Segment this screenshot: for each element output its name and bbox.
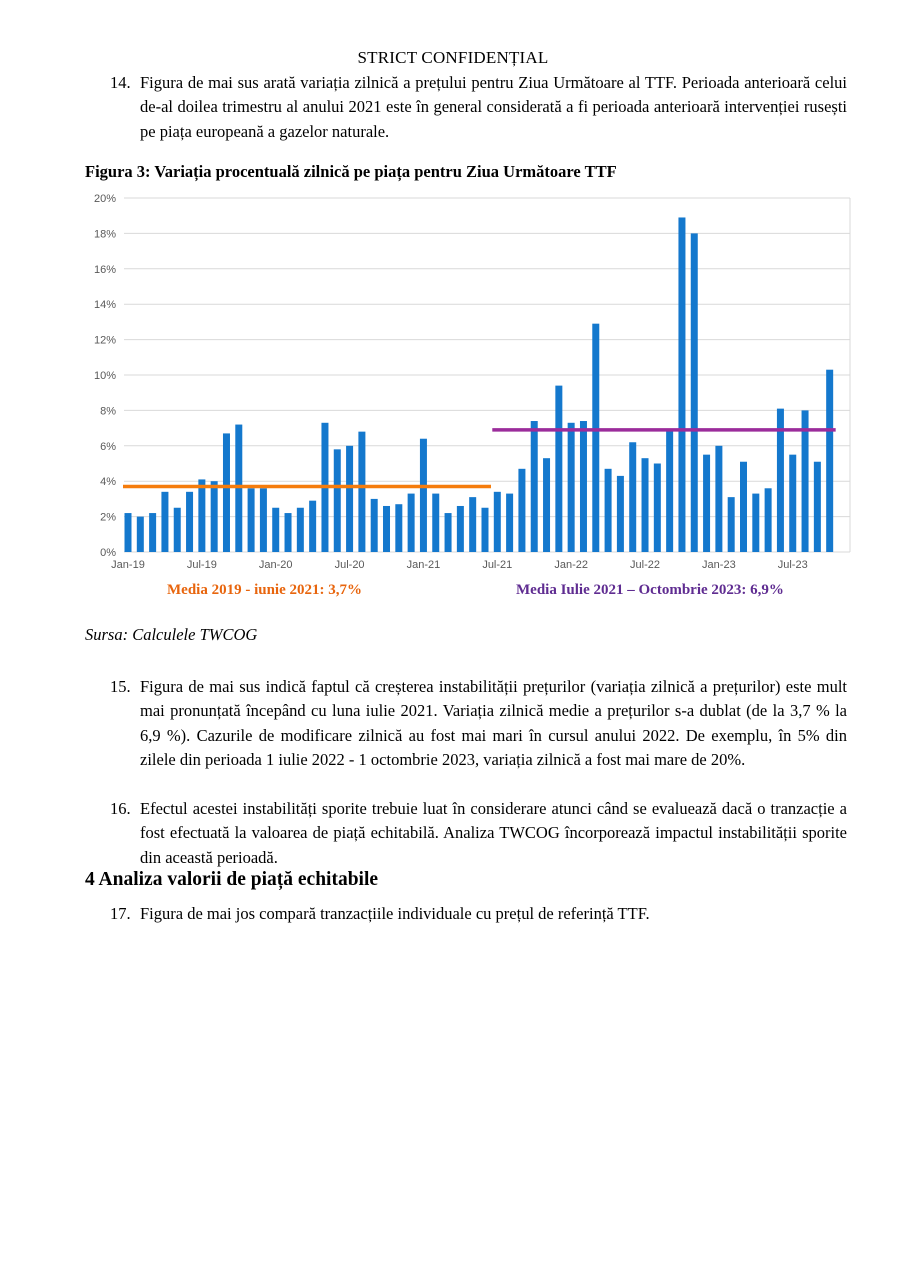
paragraph-17	[110, 902, 847, 926]
chart-bar	[789, 455, 796, 552]
chart-bar	[740, 462, 747, 552]
chart-bar	[703, 455, 710, 552]
chart-bar	[149, 513, 156, 552]
y-axis-tick-label: 4%	[100, 476, 116, 489]
paragraph-text: Figura de mai sus arată variația zilnică a prețului pentru Ziua Următoare al TTF. Perioada anterioară celui de-al doilea trimestru al anului 2021 este în general considerată a fi perioada anterioară intervenției rusești pe piața europeană a gazelor naturale.	[140, 73, 847, 141]
chart-bar	[654, 464, 661, 553]
y-axis-tick-label: 10%	[93, 370, 116, 382]
chart-bar	[408, 494, 415, 552]
chart-bar	[285, 513, 292, 552]
chart-bar	[494, 492, 501, 552]
chart-bar	[334, 449, 341, 552]
chart-bar	[605, 469, 612, 552]
chart-bar	[826, 370, 833, 552]
x-axis-tick-label: Jan-21	[406, 559, 441, 571]
chart-bar	[543, 458, 550, 552]
y-axis-tick-label: 6%	[100, 440, 116, 453]
source-note: Sursa: Calculele TWCOG	[85, 625, 258, 644]
x-axis-tick-label: Jul-19	[186, 559, 217, 571]
x-axis-tick-label: Jan-20	[258, 559, 293, 571]
chart-bar	[248, 488, 255, 552]
chart-bar	[752, 494, 759, 552]
chart-bar	[137, 517, 144, 552]
chart-bar	[186, 492, 193, 552]
chart-legend-orange: Media 2019 - iunie 2021: 3,7%	[167, 582, 362, 598]
chart-bar	[371, 499, 378, 552]
chart-bar	[432, 494, 439, 552]
section-heading-4: 4 Analiza valorii de piață echitabile	[85, 869, 379, 890]
paragraph-14	[110, 71, 847, 144]
chart-bar	[642, 458, 649, 552]
chart-bar	[728, 497, 735, 552]
chart-bar	[272, 508, 279, 552]
chart-bar	[420, 439, 427, 552]
chart-bar	[125, 513, 132, 552]
chart-bar	[506, 494, 513, 552]
chart-bar	[691, 233, 698, 552]
chart-bar	[715, 446, 722, 552]
paragraph-text: Figura de mai jos compară tranzacțiile individuale cu prețul de referință TTF.	[140, 904, 650, 923]
chart-bar	[592, 324, 599, 552]
chart-bar	[395, 504, 402, 552]
chart-bar	[358, 432, 365, 552]
chart-bar	[297, 508, 304, 552]
y-axis-tick-label: 20%	[93, 193, 116, 205]
y-axis-tick-label: 8%	[100, 405, 116, 418]
chart-bar	[161, 492, 168, 552]
chart-bar	[568, 423, 575, 552]
chart-bar	[481, 508, 488, 552]
chart-bar	[555, 386, 562, 552]
paragraph-number: 17.	[110, 904, 131, 923]
y-axis-tick-label: 14%	[93, 299, 116, 312]
paragraph-number: 14.	[110, 73, 131, 92]
y-axis-tick-label: 0%	[100, 547, 116, 559]
paragraph-text: Efectul acestei instabilități sporite trebuie luat în considerare atunci când se evaluează dacă o tranzacție a fost efectuată la valoarea de piață echitabilă. Analiza TWCOG încorporează impactul instabilității sporite din această perioadă.	[140, 799, 847, 867]
chart-bar	[309, 501, 316, 552]
chart-bar	[617, 476, 624, 552]
chart-bar	[174, 508, 181, 552]
chart-bar	[260, 488, 267, 552]
chart-bar	[383, 506, 390, 552]
figure3-chart	[0, 186, 906, 582]
chart-legend-purple: Media Iulie 2021 – Octombrie 2023: 6,9%	[516, 582, 784, 598]
x-axis-tick-label: Jan-19	[111, 559, 145, 571]
chart-bar	[346, 446, 353, 552]
chart-bar	[457, 506, 464, 552]
doc-classification-header: STRICT CONFIDENȚIAL	[357, 48, 549, 67]
chart-bar	[223, 433, 230, 552]
chart-bar	[814, 462, 821, 552]
paragraph-15	[110, 675, 847, 773]
y-axis-tick-label: 18%	[93, 228, 116, 241]
chart-bar	[518, 469, 525, 552]
x-axis-tick-label: Jul-23	[777, 559, 808, 571]
chart-bar	[765, 488, 772, 552]
chart-bar	[666, 430, 673, 552]
chart-bar	[678, 217, 685, 552]
chart-bar	[629, 442, 636, 552]
x-axis-tick-label: Jan-23	[702, 559, 736, 571]
y-axis-tick-label: 16%	[93, 263, 116, 276]
chart-bar	[802, 410, 809, 552]
paragraph-number: 15.	[110, 677, 131, 696]
chart-bar	[469, 497, 476, 552]
chart-bar	[531, 421, 538, 552]
paragraph-16	[110, 797, 847, 870]
x-axis-tick-label: Jul-20	[334, 559, 365, 571]
paragraph-text: Figura de mai sus indică faptul că creșterea instabilității prețurilor (variația zilnică a prețurilor) este mult mai pronunțată începând cu luna iulie 2021. Variația zilnică medie a prețurilor s-a dublat (de la 3,7 % la 6,9 %). Cazurile de modificare zilnică au fost mai mari în cursul anului 2022. De exemplu, în 5% din zilele din perioada 1 iulie 2022 - 1 octombrie 2023, variația zilnică a fost mai mare de 20%.	[140, 677, 847, 770]
y-axis-tick-label: 12%	[93, 334, 116, 347]
x-axis-tick-label: Jul-21	[482, 559, 513, 571]
chart-bar	[445, 513, 452, 552]
paragraph-number: 16.	[110, 799, 131, 818]
y-axis-tick-label: 2%	[100, 511, 116, 524]
figure3-caption: Figura 3: Variația procentuală zilnică pe piața pentru Ziua Următoare TTF	[85, 162, 617, 181]
chart-bar	[580, 421, 587, 552]
chart-bar	[198, 479, 205, 552]
chart-bar	[235, 425, 242, 552]
x-axis-tick-label: Jul-22	[630, 559, 661, 571]
x-axis-tick-label: Jan-22	[554, 559, 588, 571]
chart-bar	[211, 481, 218, 552]
